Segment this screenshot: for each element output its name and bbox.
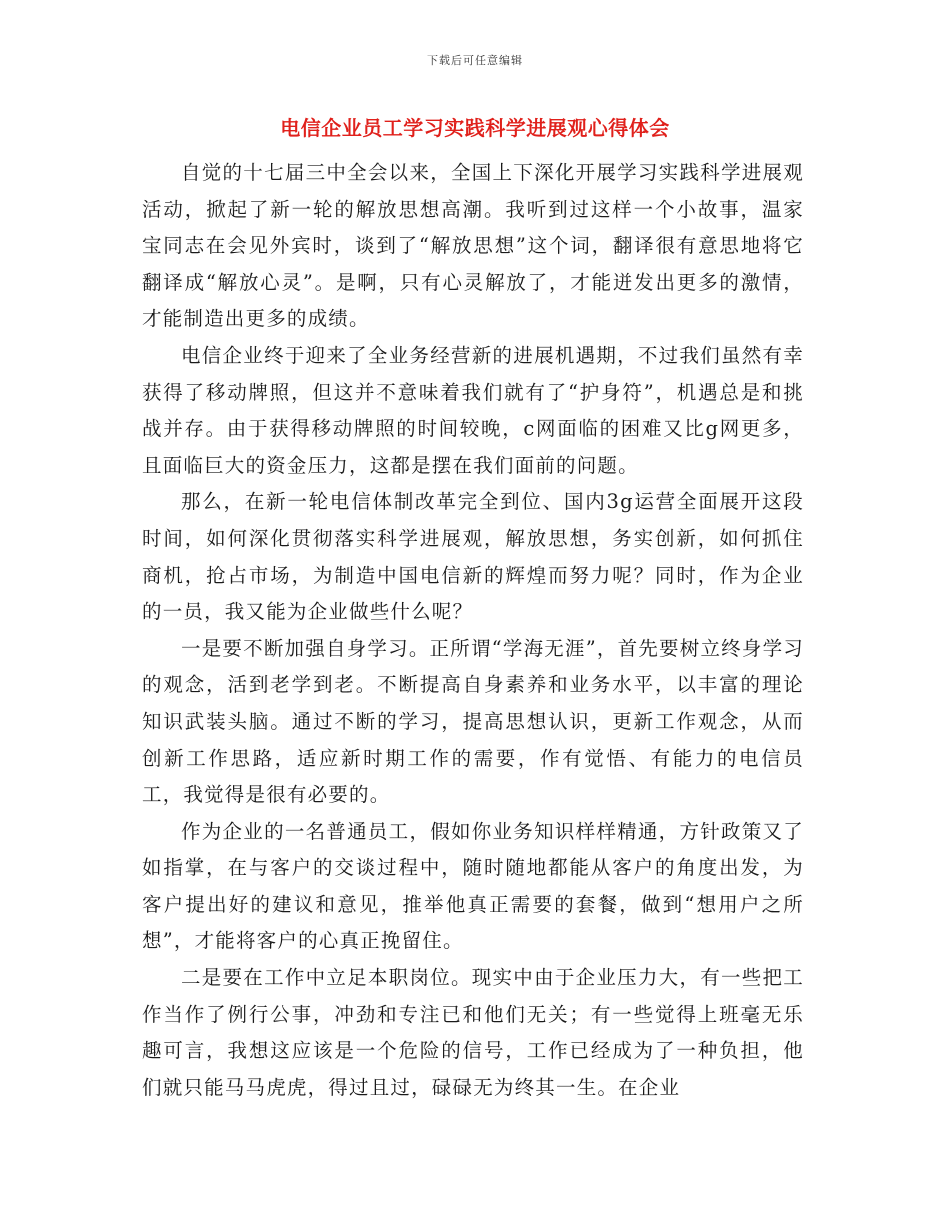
- paragraph-4: 一是要不断加强自身学习。正所谓“学海无涯”，首先要树立终身学习的观念，活到老学到老。不断提高自身素养和业务水平，以丰富的理论知识武装头脑。通过不断的学习，提高思想认识，更新工作观念，从而创新工作思路，适应新时期工作的需要，作有觉悟、有能力的电信员工，我觉得是很有必要的。: [142, 636, 804, 807]
- paragraph-6: 二是要在工作中立足本职岗位。现实中由于企业压力大，有一些把工作当作了例行公事，冲劲和专注已和他们无关；有一些觉得上班毫无乐趣可言，我想这应该是一个危险的信号，工作已经成为了一种负担，他们就只能马马虎虎，得过且过，碌碌无为终其一生。在企业: [142, 966, 804, 1099]
- document-title: 电信企业员工学习实践科学进展观心得体会: [280, 116, 670, 140]
- document-body: [142, 155, 804, 1106]
- paragraph-3: 那么，在新一轮电信体制改革完全到位、国内3g运营全面展开这段时间，如何深化贯彻落实科学进展观，解放思想，务实创新，如何抓住商机，抢占市场，为制造中国电信新的辉煌而努力呢？同时，作为企业的一员，我又能为企业做些什么呢？: [142, 490, 804, 624]
- header-note: 下载后可任意编辑: [427, 54, 523, 67]
- paragraph-2: 电信企业终于迎来了全业务经营新的进展机遇期，不过我们虽然有幸获得了移动牌照，但这并不意味着我们就有了“护身符”，机遇总是和挑战并存。由于获得移动牌照的时间较晚，c网面临的困难又比g网更多，且面临巨大的资金压力，这都是摆在我们面前的问题。: [142, 343, 804, 477]
- paragraph-1: 自觉的十七届三中全会以来，全国上下深化开展学习实践科学进展观活动，掀起了新一轮的解放思想高潮。我听到过这样一个小故事，温家宝同志在会见外宾时，谈到了“解放思想”这个词，翻译很有意思地将它翻译成“解放心灵”。是啊，只有心灵解放了，才能迸发出更多的激情，才能制造出更多的成绩。: [142, 161, 804, 331]
- paragraph-5: 作为企业的一名普通员工，假如你业务知识样样精通，方针政策又了如指掌，在与客户的交谈过程中，随时随地都能从客户的角度出发，为客户提出好的建议和意见，推举他真正需要的套餐，做到“想用户之所想”，才能将客户的心真正挽留住。: [142, 819, 804, 953]
